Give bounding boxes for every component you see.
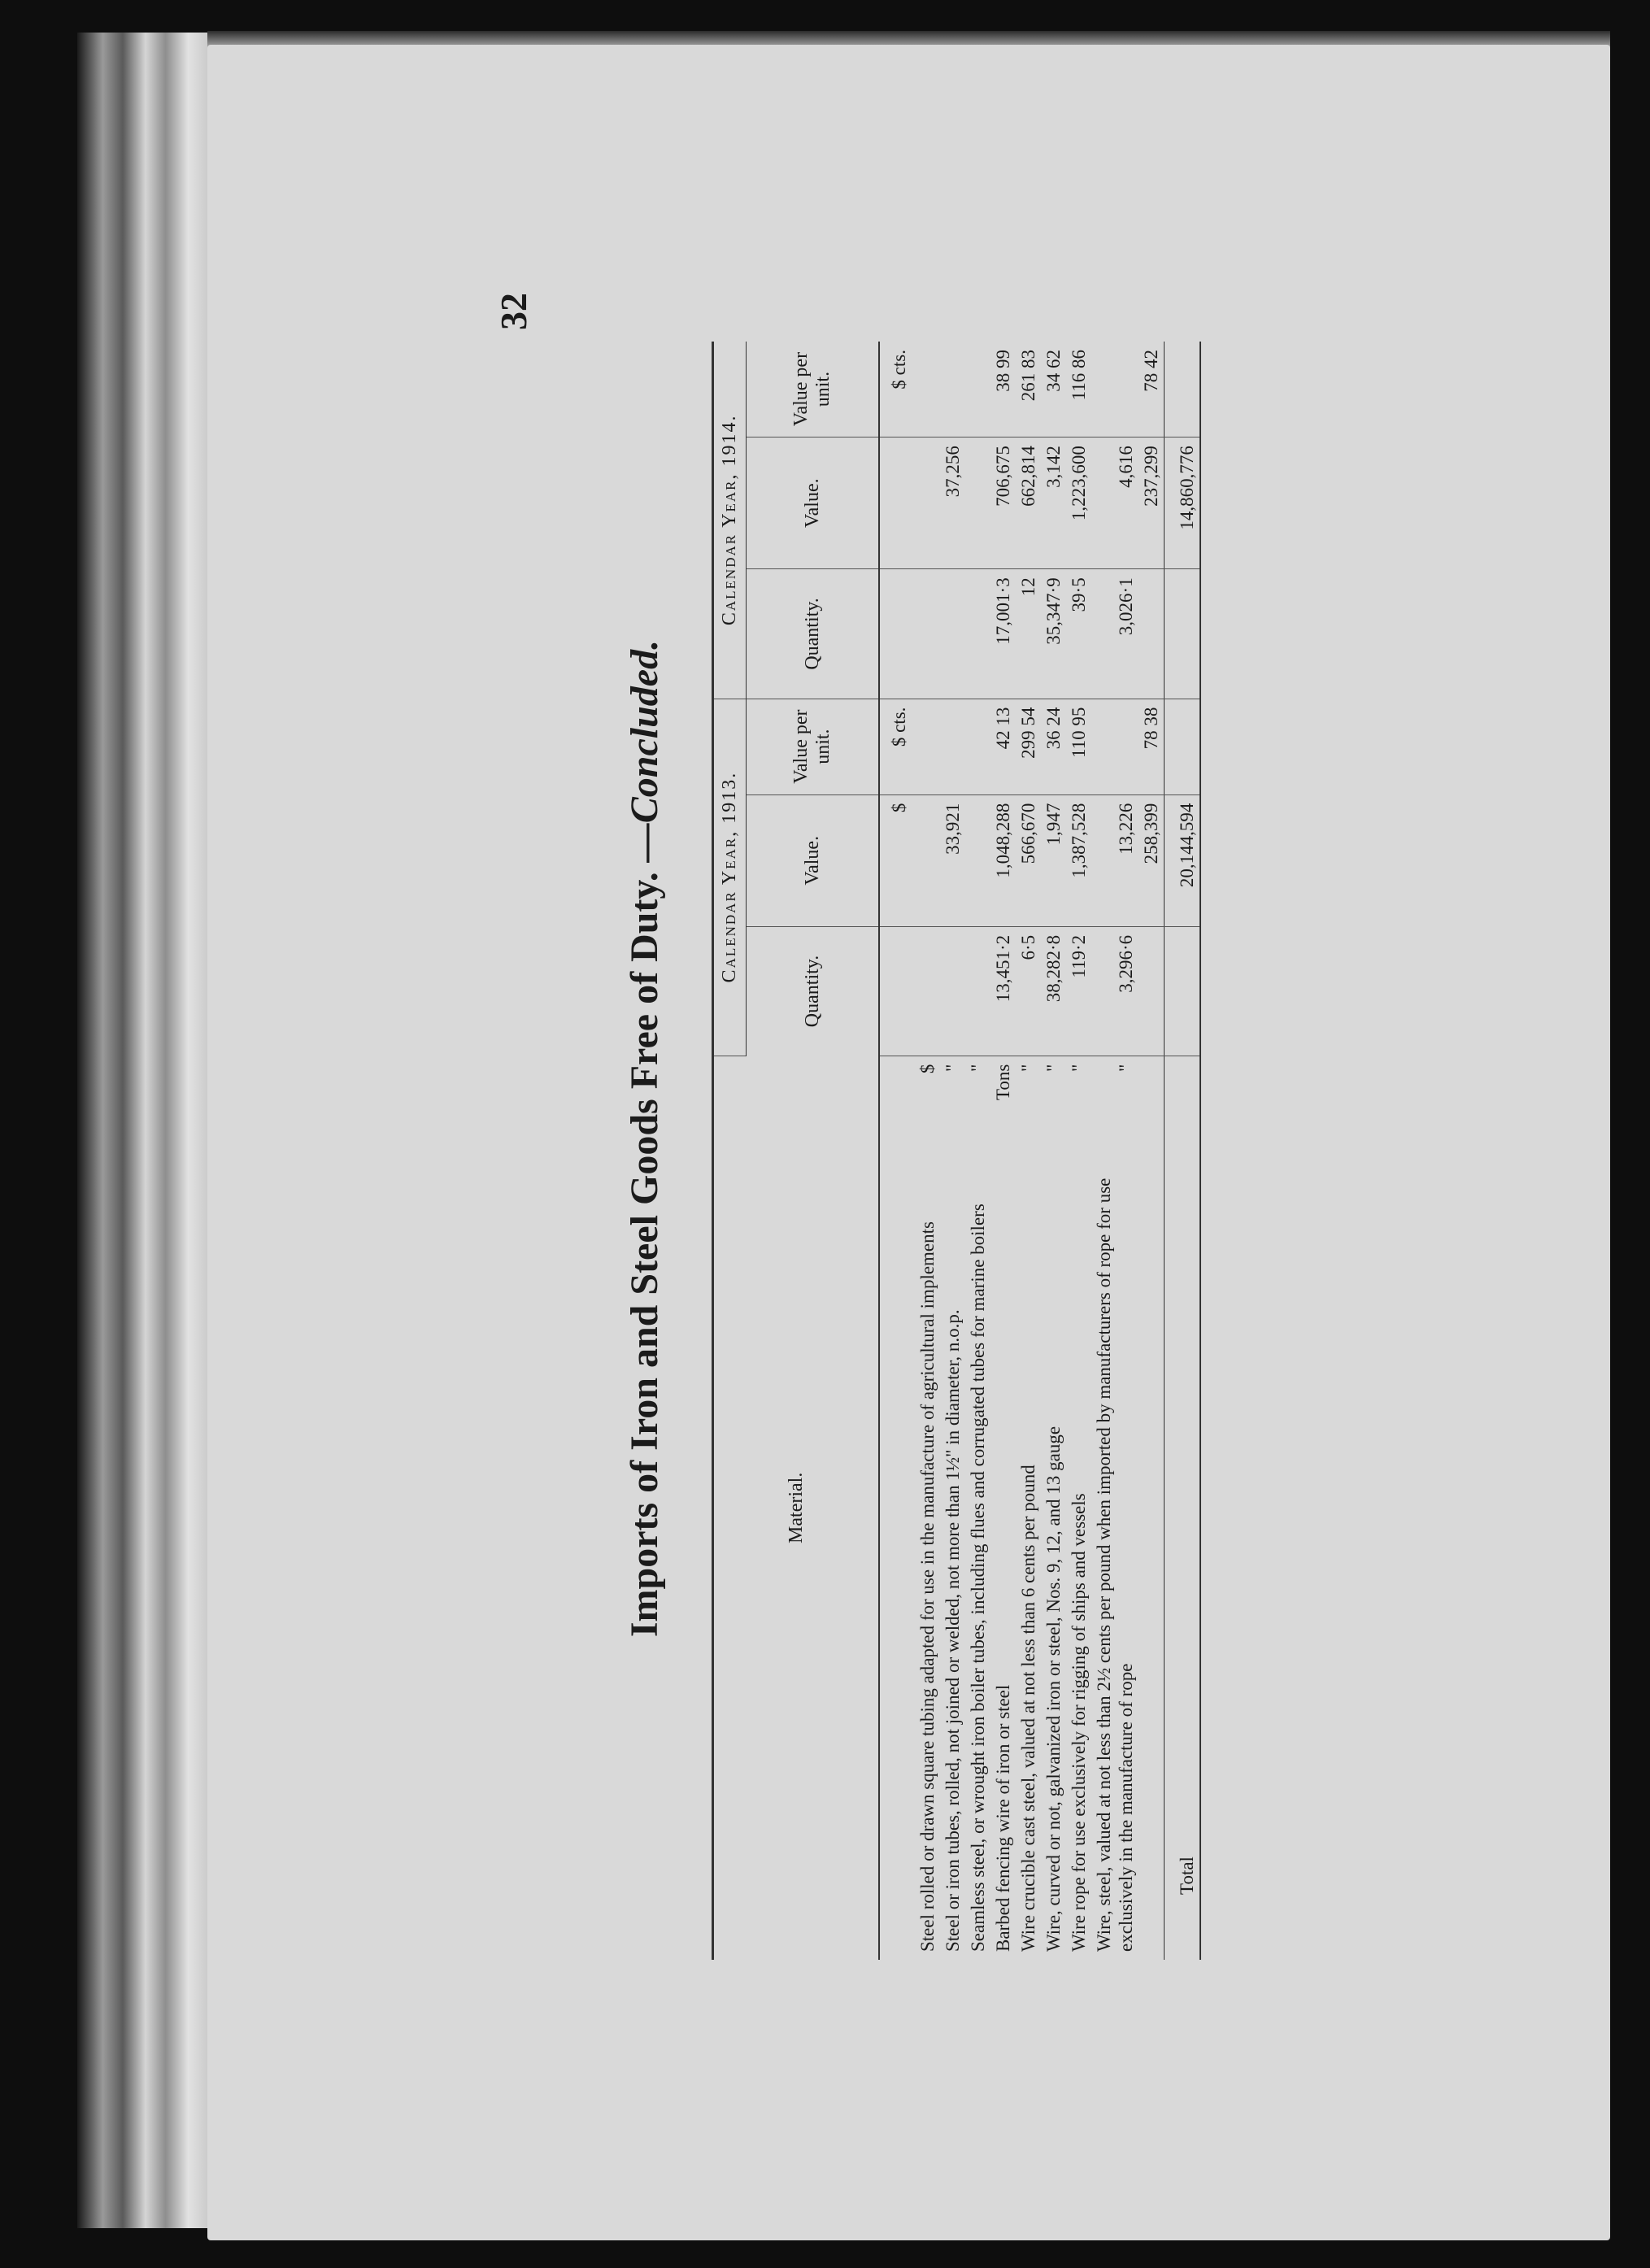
rotated-page-content <box>415 244 1350 2033</box>
quantity-1913: 119·2 <box>1066 926 1091 1056</box>
table-row <box>1041 342 1066 1960</box>
value-1914 <box>965 437 990 569</box>
quantity-1914: 17,001·3 <box>990 569 1016 699</box>
material-name: Wire rope for use exclusively for rigging of ships and vessels <box>1069 1493 1089 1952</box>
value-per-unit-1913 <box>1091 699 1138 794</box>
unit-label: " <box>1018 1064 1038 1072</box>
value-1913: 566,670 <box>1016 794 1041 926</box>
value-1913: 258,399 <box>1138 794 1165 926</box>
table-row-continuation <box>1138 342 1165 1960</box>
quantity-1913: 38,282·8 <box>1041 926 1066 1056</box>
value-per-unit-1914: 261 83 <box>1016 342 1041 437</box>
value-per-unit-1914 <box>940 342 965 437</box>
material-name: Barbed fencing wire of iron or steel <box>993 1684 1013 1952</box>
units-material-cell <box>879 1056 915 1960</box>
year-1913-header: Calendar Year, 1913. <box>713 699 747 1056</box>
value-1914 <box>915 437 940 569</box>
table-row <box>915 342 940 1960</box>
quantity-1914 <box>965 569 990 699</box>
value-1913: 1,387,528 <box>1066 794 1091 926</box>
material-name: Wire, steel, valued at not less than 2½ cents per pound when imported by manufacturers of rope for use exclusively in the manufacture of rope <box>1094 1178 1136 1952</box>
value-1914: 37,256 <box>940 437 965 569</box>
quantity-1914: 39·5 <box>1066 569 1091 699</box>
value-1913: 13,226 <box>1091 794 1138 926</box>
unit-label: $ <box>917 1064 938 1074</box>
units-q1913 <box>879 926 915 1056</box>
quantity-1913 <box>940 926 965 1056</box>
quantity-1913: 13,451·2 <box>990 926 1016 1056</box>
value-per-unit-1913: 299 54 <box>1016 699 1041 794</box>
quantity-1914: 35,347·9 <box>1041 569 1066 699</box>
total-row <box>1165 342 1201 1960</box>
value-1914: 3,142 <box>1041 437 1066 569</box>
quantity-1913-header: Quantity. <box>801 955 823 1028</box>
table-row <box>965 342 990 1960</box>
value-1914-header: Value. <box>747 437 880 569</box>
value-1914: 237,299 <box>1138 437 1165 569</box>
material-name: Steel or iron tubes, rolled, not joined or welded, not more than 1½" in diameter, n.o.p. <box>943 1309 963 1952</box>
value-1913: 1,048,288 <box>990 794 1016 926</box>
value-per-unit-1913 <box>965 699 990 794</box>
quantity-1914 <box>940 569 965 699</box>
imports-table <box>712 342 1201 1960</box>
value-1914: 706,675 <box>990 437 1016 569</box>
title-text: Imports of Iron and Steel Goods Free of Duty. <box>623 872 666 1638</box>
unit-label: " <box>968 1064 988 1072</box>
value-per-unit-1913: 110 95 <box>1066 699 1091 794</box>
material-name: Seamless steel, or wrought iron boiler tubes, including flues and corrugated tubes for marine boilers <box>968 1204 988 1952</box>
title-suffix: —Concluded. <box>623 639 666 863</box>
table-row <box>940 342 965 1960</box>
units-u1914: $ cts. <box>879 342 915 437</box>
total-value-1913: 20,144,594 <box>1165 794 1201 926</box>
year-header-row <box>713 342 747 1960</box>
units-q1914 <box>879 569 915 699</box>
material-name: Wire crucible cast steel, valued at not less than 6 cents per pound <box>1018 1465 1038 1952</box>
page-number: 32 <box>493 293 534 330</box>
quantity-1914: 12 <box>1016 569 1041 699</box>
table-row <box>1016 342 1041 1960</box>
quantity-1913 <box>965 926 990 1056</box>
quantity-1914-header: Quantity. <box>747 569 880 699</box>
unit-label: " <box>1043 1064 1064 1072</box>
book-binding <box>77 33 220 2228</box>
value-per-unit-1914: 38 99 <box>990 342 1016 437</box>
quantity-1914: 3,026·1 <box>1091 569 1138 699</box>
material-name: Wire, curved or not, galvanized iron or steel, Nos. 9, 12, and 13 gauge <box>1043 1426 1064 1952</box>
value-1913: 1,947 <box>1041 794 1066 926</box>
unit-label: " <box>943 1064 963 1072</box>
value-1913 <box>915 794 940 926</box>
year-1914-header: Calendar Year, 1914. <box>713 342 747 699</box>
unit-label: " <box>1069 1064 1089 1072</box>
value-1913-header: Value. <box>747 794 880 926</box>
value-1913 <box>965 794 990 926</box>
total-value-1914: 14,860,776 <box>1165 437 1201 569</box>
value-per-unit-1914 <box>1091 342 1138 437</box>
table-row <box>990 342 1016 1960</box>
total-label: Total <box>1165 1056 1201 1960</box>
material-header: Material. <box>713 1056 880 1960</box>
unit-label: Tons <box>993 1064 1013 1101</box>
quantity-1913 <box>915 926 940 1056</box>
value-per-unit-1914 <box>915 342 940 437</box>
value-per-unit-1913 <box>915 699 940 794</box>
value-1913: 33,921 <box>940 794 965 926</box>
units-v1913: $ <box>879 794 915 926</box>
table-row <box>1066 342 1091 1960</box>
unit-label: " <box>1116 1064 1136 1072</box>
units-u1913: $ cts. <box>879 699 915 794</box>
units-v1914 <box>879 437 915 569</box>
table-row <box>1091 342 1138 1960</box>
value-1914: 662,814 <box>1016 437 1041 569</box>
material-name: Steel rolled or drawn square tubing adapted for use in the manufacture of agricultural implements <box>917 1221 938 1952</box>
value-1914: 4,616 <box>1091 437 1138 569</box>
value-per-unit-1914-header: Value per unit. <box>747 342 880 437</box>
value-per-unit-1913: 78 38 <box>1138 699 1165 794</box>
value-per-unit-1914 <box>965 342 990 437</box>
value-per-unit-1914: 78 42 <box>1138 342 1165 437</box>
units-row <box>879 342 915 1960</box>
value-1914: 1,223,600 <box>1066 437 1091 569</box>
value-per-unit-1914: 34 62 <box>1041 342 1066 437</box>
quantity-1913: 6·5 <box>1016 926 1041 1056</box>
quantity-1914 <box>915 569 940 699</box>
value-per-unit-1913: 42 13 <box>990 699 1016 794</box>
value-per-unit-1913-header: Value per unit. <box>747 699 880 794</box>
page-title <box>622 244 667 2033</box>
value-per-unit-1913: 36 24 <box>1041 699 1066 794</box>
quantity-1913: 3,296·6 <box>1091 926 1138 1056</box>
value-per-unit-1914: 116 86 <box>1066 342 1091 437</box>
value-per-unit-1913 <box>940 699 965 794</box>
